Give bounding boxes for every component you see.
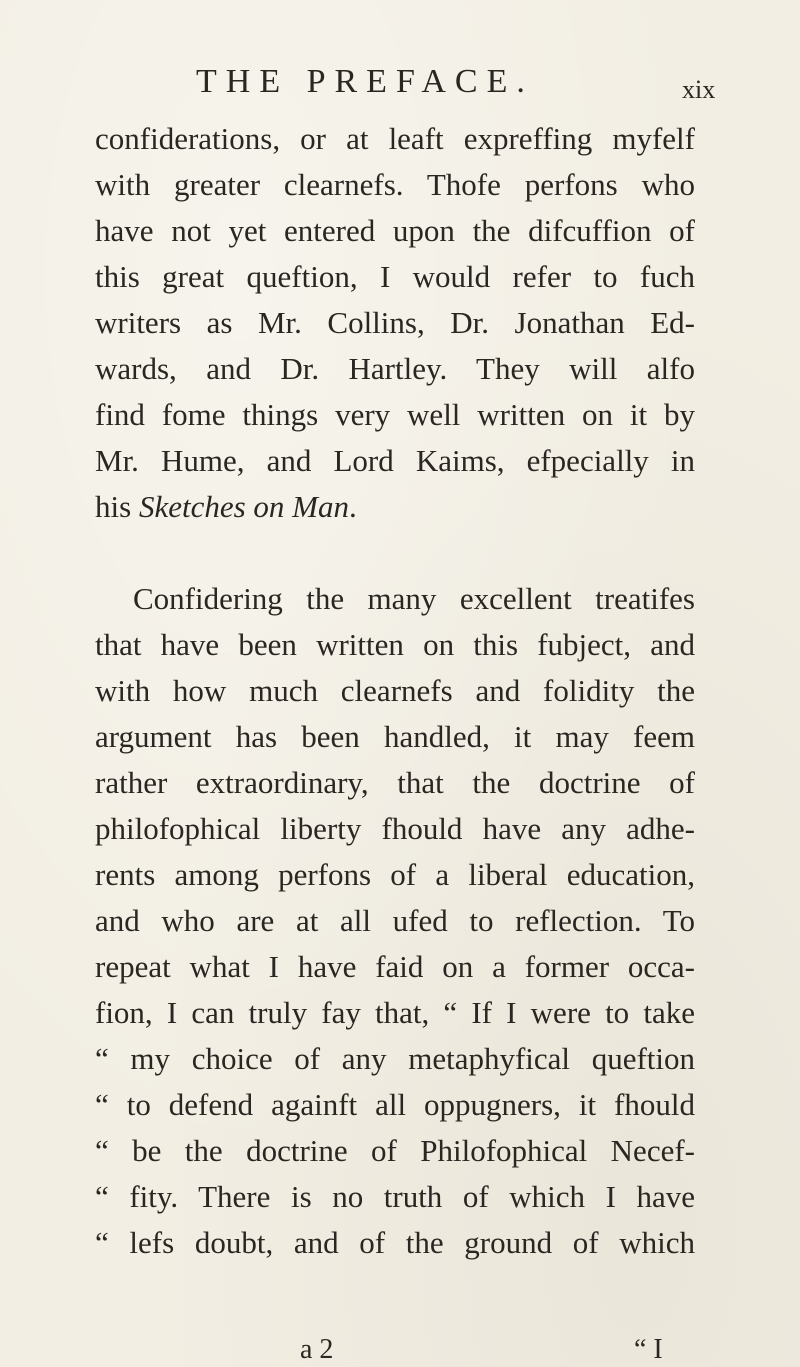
text-line: this great queftion, I would refer to fuch <box>95 259 695 294</box>
text-line: wards, and Dr. Hartley. They will alfo <box>95 351 695 386</box>
text-line-last <box>95 484 695 530</box>
text-line: “ lefs doubt, and of the ground of which <box>95 1225 695 1260</box>
text-line: that have been written on this fubject, and <box>95 627 695 662</box>
text-line: Confidering the many excellent treatifes <box>133 581 695 616</box>
text-line: with how much clearnefs and folidity the <box>95 673 695 708</box>
page-footer <box>0 1334 800 1366</box>
running-head: THE PREFACE. <box>196 63 534 100</box>
text-run: his <box>95 489 139 524</box>
text-line: repeat what I have faid on a former occa- <box>95 949 695 984</box>
text-line: confiderations, or at leaft expreffing myfelf <box>95 121 695 156</box>
text-run: . <box>348 489 357 524</box>
book-title: Sketches on Man <box>138 489 349 524</box>
text-line: and who are at all ufed to reflection. To <box>95 903 695 938</box>
text-line: argument has been handled, it may feem <box>95 719 695 754</box>
catchword: “ I <box>634 1334 663 1365</box>
text-line: find fome things very well written on it by <box>95 397 695 432</box>
text-line: fion, I can truly fay that, “ If I were to take <box>95 995 695 1030</box>
body-text <box>95 116 695 1266</box>
text-line: “ to defend againft all oppugners, it fhould <box>95 1087 695 1122</box>
text-line: “ fity. There is no truth of which I have <box>95 1179 695 1214</box>
paragraph-gap <box>95 530 695 576</box>
text-line: “ be the doctrine of Philofophical Necef- <box>95 1133 695 1168</box>
text-line: “ my choice of any metaphyfical queftion <box>95 1041 695 1076</box>
text-line: with greater clearnefs. Thofe perfons who <box>95 167 695 202</box>
text-line: writers as Mr. Collins, Dr. Jonathan Ed- <box>95 305 695 340</box>
text-line: rents among perfons of a liberal education, <box>95 857 695 892</box>
page-number: xix <box>682 75 716 104</box>
text-line: rather extraordinary, that the doctrine of <box>95 765 695 800</box>
paragraph-2 <box>95 576 695 1266</box>
text-line: philofophical liberty fhould have any adhe- <box>95 811 695 846</box>
text-line: Mr. Hume, and Lord Kaims, efpecially in <box>95 443 695 478</box>
signature-mark: a 2 <box>300 1334 334 1365</box>
paragraph-1 <box>95 116 695 530</box>
page-header <box>0 62 800 102</box>
text-line: have not yet entered upon the difcuffion of <box>95 213 695 248</box>
